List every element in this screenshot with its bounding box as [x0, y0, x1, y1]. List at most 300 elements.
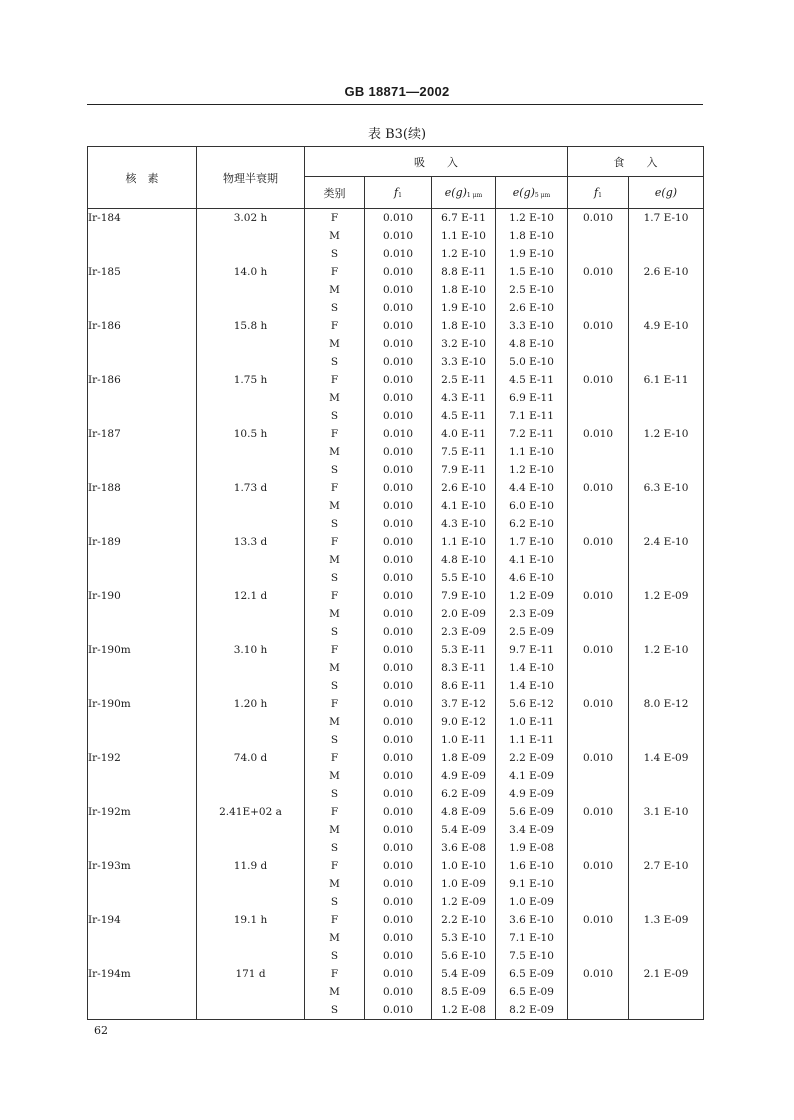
nuclide-cell: Ir-187	[88, 425, 197, 443]
eg-5um-cell: 5.0 E-10	[496, 353, 568, 371]
ingestion-f1-cell: 0.010	[568, 749, 629, 767]
table-row	[88, 875, 704, 893]
ingestion-f1-cell	[568, 893, 629, 911]
half-life-cell	[197, 515, 305, 533]
eg-1um-cell: 4.3 E-10	[432, 515, 496, 533]
header-row-group	[88, 147, 704, 177]
ingestion-f1-cell	[568, 461, 629, 479]
nuclide-cell	[88, 821, 197, 839]
nuclide-cell: Ir-186	[88, 371, 197, 389]
ingestion-f1-cell: 0.010	[568, 965, 629, 983]
half-life-cell	[197, 407, 305, 425]
nuclide-cell	[88, 497, 197, 515]
table-row	[88, 839, 704, 857]
eg-5um-cell: 1.6 E-10	[496, 857, 568, 875]
eg-5um-cell: 5.6 E-09	[496, 803, 568, 821]
table-row	[88, 767, 704, 785]
ingestion-eg-cell	[629, 443, 704, 461]
class-cell: F	[305, 965, 365, 983]
class-cell: S	[305, 569, 365, 587]
nuclide-cell	[88, 929, 197, 947]
f1-cell: 0.010	[365, 569, 432, 587]
nuclide-cell	[88, 893, 197, 911]
class-cell: S	[305, 407, 365, 425]
half-life-cell	[197, 281, 305, 299]
f1-cell: 0.010	[365, 263, 432, 281]
eg-5um-cell: 2.3 E-09	[496, 605, 568, 623]
half-life-cell	[197, 785, 305, 803]
nuclide-cell	[88, 245, 197, 263]
ingestion-eg-cell	[629, 299, 704, 317]
eg-5um-cell: 6.5 E-09	[496, 983, 568, 1001]
eg-5um-cell: 1.9 E-10	[496, 245, 568, 263]
half-life-cell	[197, 353, 305, 371]
f1-cell: 0.010	[365, 407, 432, 425]
ingestion-eg-cell	[629, 551, 704, 569]
eg-1um-cell: 4.5 E-11	[432, 407, 496, 425]
eg-5um-cell: 7.2 E-11	[496, 425, 568, 443]
nuclide-cell: Ir-188	[88, 479, 197, 497]
eg-5um-cell: 4.5 E-11	[496, 371, 568, 389]
f1-cell: 0.010	[365, 281, 432, 299]
nuclide-cell	[88, 839, 197, 857]
class-cell: M	[305, 497, 365, 515]
table-row	[88, 587, 704, 605]
nuclide-cell	[88, 515, 197, 533]
eg-5um-cell: 1.2 E-10	[496, 209, 568, 228]
eg-5um-cell: 6.9 E-11	[496, 389, 568, 407]
table-row	[88, 353, 704, 371]
eg-1um-cell: 1.2 E-09	[432, 893, 496, 911]
class-cell: M	[305, 551, 365, 569]
ingestion-eg-cell	[629, 821, 704, 839]
f1-cell: 0.010	[365, 947, 432, 965]
eg-5um-cell: 1.1 E-11	[496, 731, 568, 749]
ingestion-eg-cell: 4.9 E-10	[629, 317, 704, 335]
ingestion-eg-cell: 1.2 E-10	[629, 425, 704, 443]
f1-cell: 0.010	[365, 677, 432, 695]
table-row	[88, 371, 704, 389]
ingestion-eg-cell	[629, 281, 704, 299]
ingestion-f1-cell	[568, 713, 629, 731]
eg-1um-cell: 5.6 E-10	[432, 947, 496, 965]
eg-5um-cell: 6.5 E-09	[496, 965, 568, 983]
ingestion-eg-cell	[629, 929, 704, 947]
nuclide-cell	[88, 605, 197, 623]
f1-cell: 0.010	[365, 497, 432, 515]
f1-cell: 0.010	[365, 443, 432, 461]
nuclide-cell	[88, 659, 197, 677]
f1-cell: 0.010	[365, 875, 432, 893]
ingestion-eg-cell: 2.6 E-10	[629, 263, 704, 281]
half-life-cell: 11.9 d	[197, 857, 305, 875]
ingestion-eg-cell	[629, 1001, 704, 1020]
eg-5um-cell: 1.4 E-10	[496, 677, 568, 695]
eg-5um-cell: 4.8 E-10	[496, 335, 568, 353]
ingestion-f1-cell	[568, 929, 629, 947]
ingestion-f1-cell	[568, 515, 629, 533]
eg-1um-cell: 1.1 E-10	[432, 533, 496, 551]
class-cell: F	[305, 263, 365, 281]
f1-cell: 0.010	[365, 911, 432, 929]
eg-1um-cell: 7.9 E-11	[432, 461, 496, 479]
ingestion-f1-cell: 0.010	[568, 317, 629, 335]
nuclide-cell: Ir-193m	[88, 857, 197, 875]
nuclide-cell	[88, 227, 197, 245]
ingestion-eg-cell	[629, 659, 704, 677]
table-row	[88, 425, 704, 443]
class-cell: S	[305, 623, 365, 641]
ingestion-f1-cell: 0.010	[568, 911, 629, 929]
ingestion-f1-cell	[568, 299, 629, 317]
table-row	[88, 299, 704, 317]
eg-5um-cell: 4.1 E-10	[496, 551, 568, 569]
ingestion-eg-cell	[629, 767, 704, 785]
table-row	[88, 245, 704, 263]
half-life-cell	[197, 947, 305, 965]
eg-1um-cell: 3.2 E-10	[432, 335, 496, 353]
f1-cell: 0.010	[365, 317, 432, 335]
half-life-cell: 1.20 h	[197, 695, 305, 713]
ingestion-eg-cell: 3.1 E-10	[629, 803, 704, 821]
table-row	[88, 821, 704, 839]
nuclide-cell	[88, 389, 197, 407]
class-cell: M	[305, 659, 365, 677]
class-cell: S	[305, 299, 365, 317]
nuclide-cell	[88, 569, 197, 587]
class-cell: M	[305, 389, 365, 407]
f1-cell: 0.010	[365, 893, 432, 911]
table-row	[88, 641, 704, 659]
nuclide-cell	[88, 551, 197, 569]
eg-5um-cell: 1.0 E-11	[496, 713, 568, 731]
eg-1um-cell: 4.3 E-11	[432, 389, 496, 407]
col-class-header: 类别	[305, 177, 365, 209]
ingestion-eg-cell: 1.2 E-10	[629, 641, 704, 659]
page-header-title: GB 18871—2002	[344, 84, 450, 99]
col-f1-header: f1	[365, 177, 432, 209]
eg-1um-cell: 1.8 E-10	[432, 317, 496, 335]
ingestion-f1-cell	[568, 821, 629, 839]
col-ing-eg-header: e(g)	[629, 177, 704, 209]
eg-5um-cell: 9.1 E-10	[496, 875, 568, 893]
f1-cell: 0.010	[365, 389, 432, 407]
dose-coefficient-table	[87, 146, 704, 1020]
nuclide-cell	[88, 677, 197, 695]
eg-5um-cell: 2.5 E-10	[496, 281, 568, 299]
f1-cell: 0.010	[365, 839, 432, 857]
eg-5um-cell: 2.6 E-10	[496, 299, 568, 317]
half-life-cell	[197, 551, 305, 569]
half-life-cell	[197, 245, 305, 263]
nuclide-cell	[88, 335, 197, 353]
half-life-cell: 13.3 d	[197, 533, 305, 551]
ingestion-eg-cell	[629, 839, 704, 857]
eg-5um-cell: 6.2 E-10	[496, 515, 568, 533]
class-cell: S	[305, 731, 365, 749]
f1-cell: 0.010	[365, 659, 432, 677]
table-row	[88, 281, 704, 299]
class-cell: S	[305, 893, 365, 911]
f1-cell: 0.010	[365, 749, 432, 767]
ingestion-eg-cell	[629, 227, 704, 245]
nuclide-cell	[88, 731, 197, 749]
eg-1um-cell: 6.2 E-09	[432, 785, 496, 803]
f1-cell: 0.010	[365, 371, 432, 389]
ingestion-eg-cell	[629, 497, 704, 515]
half-life-cell	[197, 389, 305, 407]
nuclide-cell: Ir-194	[88, 911, 197, 929]
eg-5um-cell: 2.5 E-09	[496, 623, 568, 641]
page-number: 62	[94, 1024, 108, 1037]
ingestion-f1-cell	[568, 281, 629, 299]
ingestion-eg-cell	[629, 785, 704, 803]
ingestion-eg-cell: 1.4 E-09	[629, 749, 704, 767]
ingestion-f1-cell: 0.010	[568, 587, 629, 605]
eg-5um-cell: 1.5 E-10	[496, 263, 568, 281]
eg-1um-cell: 7.9 E-10	[432, 587, 496, 605]
eg-1um-cell: 8.8 E-11	[432, 263, 496, 281]
eg-1um-cell: 5.3 E-10	[432, 929, 496, 947]
eg-5um-cell: 9.7 E-11	[496, 641, 568, 659]
class-cell: S	[305, 353, 365, 371]
eg-5um-cell: 1.0 E-09	[496, 893, 568, 911]
f1-cell: 0.010	[365, 353, 432, 371]
nuclide-cell	[88, 713, 197, 731]
nuclide-cell	[88, 299, 197, 317]
table-row	[88, 731, 704, 749]
ingestion-eg-cell	[629, 389, 704, 407]
eg-1um-cell: 1.2 E-10	[432, 245, 496, 263]
nuclide-cell: Ir-186	[88, 317, 197, 335]
half-life-cell	[197, 605, 305, 623]
f1-cell: 0.010	[365, 857, 432, 875]
table-row	[88, 785, 704, 803]
class-cell: S	[305, 245, 365, 263]
eg-5um-cell: 4.4 E-10	[496, 479, 568, 497]
class-cell: F	[305, 641, 365, 659]
half-life-cell	[197, 713, 305, 731]
ingestion-f1-cell	[568, 353, 629, 371]
ingestion-f1-cell: 0.010	[568, 641, 629, 659]
ingestion-f1-cell	[568, 245, 629, 263]
f1-cell: 0.010	[365, 1001, 432, 1020]
class-cell: S	[305, 515, 365, 533]
eg-1um-cell: 1.1 E-10	[432, 227, 496, 245]
eg-1um-cell: 3.3 E-10	[432, 353, 496, 371]
eg-1um-cell: 4.0 E-11	[432, 425, 496, 443]
nuclide-cell: Ir-184	[88, 209, 197, 228]
eg-5um-cell: 2.2 E-09	[496, 749, 568, 767]
half-life-cell	[197, 335, 305, 353]
f1-cell: 0.010	[365, 551, 432, 569]
f1-cell: 0.010	[365, 767, 432, 785]
ingestion-f1-cell	[568, 569, 629, 587]
eg-1um-cell: 5.3 E-11	[432, 641, 496, 659]
eg-1um-cell: 5.4 E-09	[432, 965, 496, 983]
half-life-cell: 19.1 h	[197, 911, 305, 929]
ingestion-eg-cell: 1.3 E-09	[629, 911, 704, 929]
table-caption: 表 B3(续)	[367, 127, 427, 142]
nuclide-cell: Ir-190m	[88, 695, 197, 713]
half-life-cell	[197, 497, 305, 515]
f1-cell: 0.010	[365, 245, 432, 263]
half-life-cell	[197, 731, 305, 749]
class-cell: M	[305, 713, 365, 731]
ingestion-eg-cell	[629, 569, 704, 587]
table-row	[88, 317, 704, 335]
eg-5um-cell: 7.1 E-11	[496, 407, 568, 425]
ingestion-eg-cell	[629, 713, 704, 731]
half-life-cell	[197, 767, 305, 785]
ingestion-eg-cell	[629, 245, 704, 263]
half-life-cell	[197, 677, 305, 695]
eg-5um-cell: 4.9 E-09	[496, 785, 568, 803]
half-life-cell	[197, 623, 305, 641]
ingestion-eg-cell	[629, 407, 704, 425]
ingestion-eg-cell: 2.7 E-10	[629, 857, 704, 875]
class-cell: M	[305, 227, 365, 245]
eg-5um-cell: 3.6 E-10	[496, 911, 568, 929]
nuclide-cell	[88, 461, 197, 479]
f1-cell: 0.010	[365, 821, 432, 839]
half-life-cell	[197, 893, 305, 911]
class-cell: M	[305, 605, 365, 623]
eg-1um-cell: 1.8 E-10	[432, 281, 496, 299]
eg-1um-cell: 3.7 E-12	[432, 695, 496, 713]
class-cell: S	[305, 785, 365, 803]
col-ingestion-header: 食 入	[568, 147, 704, 177]
table-row	[88, 857, 704, 875]
ingestion-f1-cell	[568, 389, 629, 407]
eg-5um-cell: 5.6 E-12	[496, 695, 568, 713]
ingestion-f1-cell: 0.010	[568, 803, 629, 821]
nuclide-cell: Ir-185	[88, 263, 197, 281]
table-row	[88, 695, 704, 713]
f1-cell: 0.010	[365, 965, 432, 983]
ingestion-eg-cell	[629, 875, 704, 893]
table-row	[88, 749, 704, 767]
eg-1um-cell: 8.5 E-09	[432, 983, 496, 1001]
half-life-cell: 1.75 h	[197, 371, 305, 389]
nuclide-cell	[88, 875, 197, 893]
nuclide-cell: Ir-190	[88, 587, 197, 605]
eg-5um-cell: 1.4 E-10	[496, 659, 568, 677]
class-cell: F	[305, 317, 365, 335]
table-row	[88, 623, 704, 641]
f1-cell: 0.010	[365, 335, 432, 353]
ingestion-f1-cell	[568, 839, 629, 857]
half-life-cell: 15.8 h	[197, 317, 305, 335]
ingestion-f1-cell: 0.010	[568, 263, 629, 281]
ingestion-f1-cell	[568, 497, 629, 515]
class-cell: M	[305, 983, 365, 1001]
half-life-cell: 3.02 h	[197, 209, 305, 228]
ingestion-eg-cell	[629, 947, 704, 965]
table-row	[88, 929, 704, 947]
eg-5um-cell: 1.7 E-10	[496, 533, 568, 551]
eg-5um-cell: 1.8 E-10	[496, 227, 568, 245]
f1-cell: 0.010	[365, 515, 432, 533]
table-row	[88, 209, 704, 228]
eg-1um-cell: 1.2 E-08	[432, 1001, 496, 1020]
half-life-cell: 74.0 d	[197, 749, 305, 767]
col-half-life-header: 物理半衰期	[197, 147, 305, 209]
ingestion-eg-cell: 1.2 E-09	[629, 587, 704, 605]
class-cell: F	[305, 425, 365, 443]
table-row	[88, 659, 704, 677]
f1-cell: 0.010	[365, 785, 432, 803]
nuclide-cell: Ir-194m	[88, 965, 197, 983]
ingestion-eg-cell	[629, 515, 704, 533]
ingestion-f1-cell: 0.010	[568, 695, 629, 713]
table-row	[88, 335, 704, 353]
nuclide-cell	[88, 785, 197, 803]
table-row	[88, 461, 704, 479]
half-life-cell	[197, 443, 305, 461]
table-row	[88, 893, 704, 911]
class-cell: F	[305, 911, 365, 929]
ingestion-f1-cell	[568, 551, 629, 569]
eg-5um-cell: 7.1 E-10	[496, 929, 568, 947]
class-cell: S	[305, 1001, 365, 1020]
ingestion-eg-cell: 6.3 E-10	[629, 479, 704, 497]
half-life-cell	[197, 929, 305, 947]
eg-5um-cell: 1.2 E-10	[496, 461, 568, 479]
eg-5um-cell: 3.3 E-10	[496, 317, 568, 335]
col-eg-5um-header: e(g)5 μm	[496, 177, 568, 209]
half-life-cell	[197, 983, 305, 1001]
class-cell: S	[305, 677, 365, 695]
f1-cell: 0.010	[365, 533, 432, 551]
ingestion-eg-cell: 6.1 E-11	[629, 371, 704, 389]
ingestion-f1-cell: 0.010	[568, 857, 629, 875]
nuclide-cell	[88, 281, 197, 299]
nuclide-cell: Ir-192m	[88, 803, 197, 821]
nuclide-cell	[88, 353, 197, 371]
half-life-cell: 10.5 h	[197, 425, 305, 443]
ingestion-eg-cell	[629, 677, 704, 695]
header-divider	[87, 104, 703, 105]
class-cell: F	[305, 479, 365, 497]
eg-5um-cell: 1.2 E-09	[496, 587, 568, 605]
eg-1um-cell: 2.6 E-10	[432, 479, 496, 497]
eg-1um-cell: 3.6 E-08	[432, 839, 496, 857]
ingestion-eg-cell	[629, 731, 704, 749]
nuclide-cell: Ir-192	[88, 749, 197, 767]
eg-1um-cell: 2.0 E-09	[432, 605, 496, 623]
class-cell: S	[305, 461, 365, 479]
half-life-cell	[197, 1001, 305, 1020]
eg-1um-cell: 6.7 E-11	[432, 209, 496, 228]
table-body	[88, 209, 704, 1020]
f1-cell: 0.010	[365, 623, 432, 641]
f1-cell: 0.010	[365, 695, 432, 713]
ingestion-f1-cell	[568, 335, 629, 353]
ingestion-f1-cell	[568, 659, 629, 677]
class-cell: F	[305, 695, 365, 713]
ingestion-f1-cell: 0.010	[568, 425, 629, 443]
ingestion-f1-cell	[568, 785, 629, 803]
nuclide-cell	[88, 407, 197, 425]
class-cell: F	[305, 857, 365, 875]
ingestion-f1-cell	[568, 227, 629, 245]
f1-cell: 0.010	[365, 461, 432, 479]
eg-5um-cell: 3.4 E-09	[496, 821, 568, 839]
ingestion-eg-cell	[629, 983, 704, 1001]
table-row	[88, 983, 704, 1001]
nuclide-cell	[88, 983, 197, 1001]
